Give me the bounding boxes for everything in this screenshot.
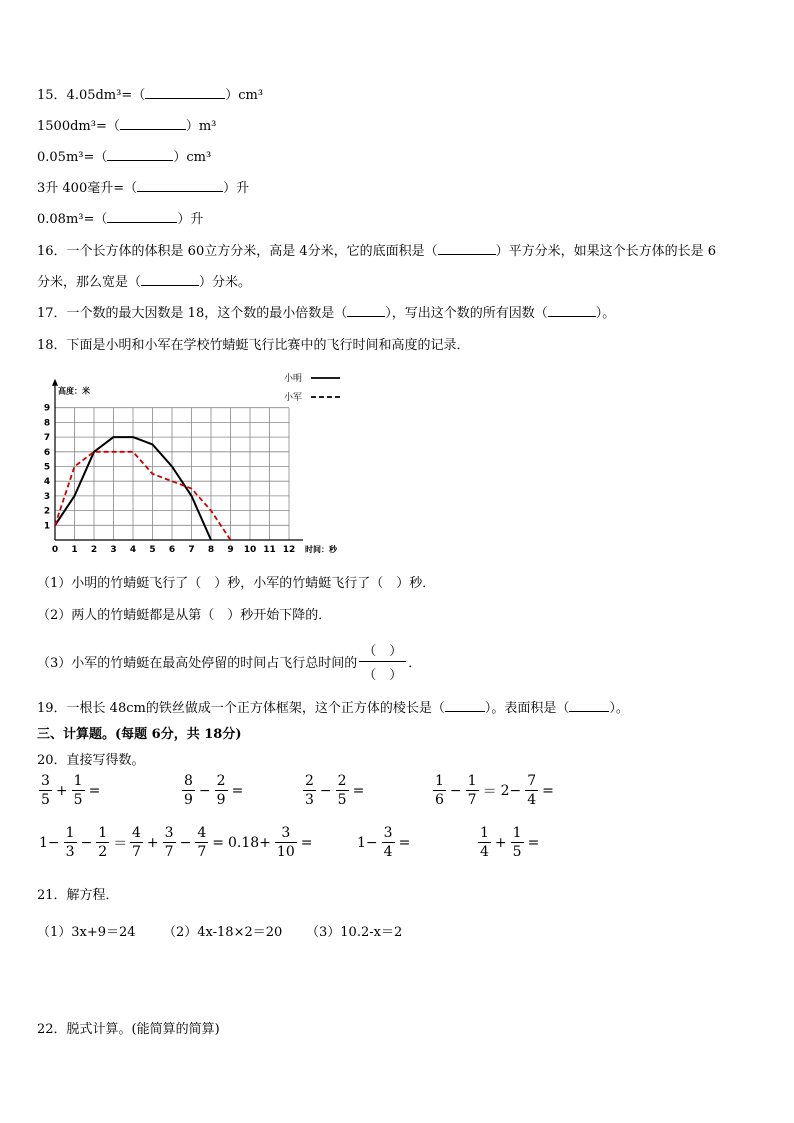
- fraction: [163, 826, 176, 859]
- legend-label: 小明: [284, 374, 303, 384]
- q15-line-4: [37, 177, 249, 196]
- numerator: 4: [132, 825, 141, 841]
- equals-sign: =: [527, 834, 540, 851]
- equals-sign: =: [212, 834, 224, 851]
- denominator: 6: [435, 792, 444, 808]
- numerator: 1: [73, 773, 83, 789]
- q15-line-4-prefix: 3升 400毫升=（: [37, 181, 138, 196]
- equals-sign: =: [88, 782, 101, 799]
- denominator: 3: [65, 844, 75, 860]
- numerator: 1: [435, 773, 444, 789]
- fraction: [478, 826, 491, 859]
- q18-sub3-end: ．: [408, 656, 422, 671]
- denominator: 5: [337, 792, 347, 808]
- equals-sign: =: [352, 782, 365, 799]
- numerator: 8: [184, 773, 193, 789]
- denominator: 7: [132, 844, 141, 860]
- denominator: 9: [216, 792, 226, 808]
- q20-expr-7: [128, 826, 226, 859]
- operator: −: [80, 834, 93, 851]
- equals-sign: ＝: [482, 783, 497, 800]
- q16-line-1: [37, 240, 716, 259]
- operator: +: [146, 834, 159, 851]
- numerator: 2: [305, 773, 314, 789]
- q17-text-c: ）。: [595, 306, 616, 321]
- q19-text-c: ）。: [609, 701, 629, 716]
- q17-line: [37, 302, 615, 321]
- x-tick-label: 5: [149, 545, 156, 554]
- q19-text-a: 19．一根长 48cm的铁丝做成一个正方体框架，这个正方体的棱长是（: [37, 701, 445, 716]
- q15-line-5-prefix: 0.08m³=（: [37, 212, 108, 227]
- numerator: 7: [527, 773, 537, 789]
- denominator: 10: [276, 844, 295, 860]
- denominator: 4: [383, 844, 393, 860]
- expr-prefix: 1−: [357, 834, 378, 851]
- y-tick-label: 4: [43, 477, 51, 488]
- x-axis-label: 时间：秒: [305, 545, 337, 554]
- denominator: 7: [197, 844, 207, 860]
- q15-line-1-suffix: ）cm³: [225, 88, 264, 103]
- q15-line-3-suffix: ）cm³: [173, 150, 212, 165]
- q16-text-c: 分米，那么宽是（: [37, 275, 142, 290]
- q15-line-5-suffix: ）升: [177, 212, 204, 227]
- x-tick-label: 3: [110, 545, 117, 554]
- equals-sign: ＝: [113, 835, 128, 852]
- y-tick-label: 3: [43, 491, 51, 502]
- numerator: 2: [337, 773, 347, 789]
- q20-expr-10: [476, 826, 541, 859]
- x-tick-label: 0: [51, 545, 59, 554]
- q18-sub3-text: （3）小军的竹蜻蜓在最高处停留的时间占飞行总时间的: [37, 656, 358, 671]
- q15-line-3-prefix: 0.05m³=（: [37, 150, 108, 165]
- equals-sign: =: [398, 834, 411, 851]
- operator: −: [449, 782, 462, 799]
- denominator: 7: [164, 844, 174, 860]
- denominator: 9: [184, 792, 193, 808]
- x-tick-label: 8: [207, 545, 215, 554]
- q18-sub1: （1）小明的竹蜻蜓飞行了（ ）秒，小军的竹蜻蜓飞行了（ ）秒．: [37, 576, 436, 591]
- operator: −: [319, 782, 332, 799]
- q20-title: 20．直接写得数。: [37, 753, 145, 768]
- numerator: 3: [41, 773, 50, 789]
- answer-blank[interactable]: [569, 700, 609, 712]
- y-tick-label: 6: [43, 447, 51, 458]
- q16-text-b: ）平方分米，如果这个长方体的长是 6: [495, 244, 717, 259]
- y-tick-label: 9: [43, 403, 51, 414]
- answer-blank[interactable]: [347, 305, 385, 317]
- numerator: 1: [98, 825, 108, 841]
- fraction-denominator-blank[interactable]: （ ）: [363, 668, 403, 683]
- answer-blank[interactable]: [445, 700, 485, 712]
- fraction: [303, 774, 316, 807]
- expr-prefix: 0.18+: [228, 834, 271, 851]
- legend-label: 小军: [284, 393, 303, 403]
- numerator: 1: [65, 825, 75, 841]
- denominator: 2: [98, 844, 108, 860]
- answer-blank[interactable]: [107, 149, 173, 161]
- denominator: 4: [527, 792, 537, 808]
- x-tick-label: 10: [243, 545, 257, 554]
- fraction: [511, 826, 524, 859]
- x-tick-label: 7: [188, 545, 195, 554]
- q18-sub2: （2）两人的竹蜻蜓都是从第（ ）秒开始下降的．: [37, 608, 332, 623]
- fraction: [275, 826, 297, 859]
- fraction: [433, 774, 446, 807]
- equals-sign: =: [231, 782, 244, 799]
- q16-text-a: 16．一个长方体的体积是 60立方分米，高是 4分米，它的底面积是（: [37, 244, 438, 259]
- q15-line-3: [37, 146, 211, 165]
- operator: −: [179, 834, 192, 851]
- equals-sign: =: [300, 834, 313, 851]
- fraction: [96, 826, 109, 859]
- q15-line-5: [37, 208, 203, 227]
- numerator: 3: [281, 825, 291, 841]
- operator: −: [198, 782, 211, 799]
- numerator: 1: [467, 773, 477, 789]
- y-tick-label: 1: [43, 521, 51, 532]
- denominator: 7: [467, 792, 477, 808]
- y-tick-label: 2: [43, 506, 51, 517]
- x-tick-label: 9: [227, 545, 234, 554]
- fraction-numerator-blank[interactable]: （ ）: [359, 640, 406, 662]
- expr-prefix: 2−: [500, 782, 522, 799]
- flight-chart: [30, 364, 350, 554]
- denominator: 3: [305, 792, 314, 808]
- fraction: [39, 774, 52, 807]
- x-tick-label: 1: [71, 545, 78, 554]
- q16-line-2: [37, 271, 251, 290]
- y-tick-label: 8: [43, 418, 51, 429]
- fraction: [215, 774, 228, 807]
- q15-line-1: [37, 84, 263, 103]
- y-tick-label: 5: [43, 462, 51, 473]
- denominator: 5: [41, 792, 50, 808]
- equals-sign: =: [542, 782, 554, 799]
- fraction: [130, 826, 143, 859]
- x-tick-label: 2: [90, 545, 98, 554]
- y-axis-arrow: [52, 379, 58, 386]
- answer-blank[interactable]: [137, 180, 223, 192]
- q20-expr-9: [355, 826, 412, 859]
- answer-blank[interactable]: [107, 211, 177, 223]
- y-axis-label: 高度：米: [58, 386, 90, 396]
- numerator: 3: [164, 825, 174, 841]
- numerator: 3: [383, 825, 393, 841]
- q21-title: 21．解方程．: [37, 888, 119, 903]
- q18-sub3: [37, 640, 421, 683]
- q20-expr-1: [37, 774, 102, 807]
- q21-equation-1: （1）3x+9＝24: [37, 925, 136, 940]
- fraction: [182, 774, 195, 807]
- q15-line-2-suffix: ）m³: [185, 119, 217, 134]
- fraction: [525, 774, 538, 807]
- expr-prefix: 1−: [39, 834, 60, 851]
- operator: +: [494, 834, 507, 851]
- q20-expr-2: [180, 774, 245, 807]
- q16-text-d: ）分米。: [199, 275, 252, 290]
- fraction: [195, 826, 208, 859]
- answer-blank[interactable]: [438, 243, 496, 255]
- q21-equation-3: （3）10.2-x＝2: [306, 925, 403, 940]
- x-tick-label: 4: [129, 545, 137, 554]
- y-tick-label: 7: [43, 433, 51, 444]
- q20-expr-6: [37, 826, 129, 859]
- q18-question: 18．下面是小明和小军在学校竹蜻蜓飞行比赛中的飞行时间和高度的记录．: [37, 338, 470, 353]
- fraction: [64, 826, 77, 859]
- fraction: [466, 774, 479, 807]
- operator: +: [55, 782, 68, 799]
- q21-equation-2: （2）4x-18×2＝20: [163, 925, 283, 940]
- answer-blank[interactable]: [145, 87, 225, 99]
- q19-text-b: ）。表面积是（: [484, 701, 570, 716]
- answer-blank[interactable]: [141, 274, 199, 286]
- answer-blank[interactable]: [548, 305, 596, 317]
- fraction: [72, 774, 85, 807]
- x-tick-label: 6: [168, 545, 176, 554]
- q20-expr-3: [301, 774, 366, 807]
- answer-blank[interactable]: [120, 118, 186, 130]
- q15-line-2: [37, 115, 216, 134]
- q20-expr-8: [226, 826, 314, 859]
- fraction: [336, 774, 349, 807]
- denominator: 5: [73, 792, 83, 808]
- fraction-answer-blank[interactable]: [359, 640, 406, 683]
- denominator: 4: [480, 844, 489, 860]
- q22-title: 22．脱式计算。(能简算的简算): [37, 1022, 220, 1037]
- q17-text-b: ），写出这个数的所有因数（: [385, 306, 548, 321]
- q15-line-1-prefix: 15．4.05dm³=（: [37, 88, 146, 103]
- q20-expr-4: [431, 774, 556, 807]
- numerator: 4: [197, 825, 207, 841]
- numerator: 2: [216, 773, 226, 789]
- numerator: 1: [480, 825, 489, 841]
- numerator: 1: [512, 825, 522, 841]
- denominator: 5: [512, 844, 522, 860]
- fraction: [382, 826, 395, 859]
- section-3-heading: 三、计算题。(每题 6分，共 18分): [37, 727, 242, 742]
- q15-line-2-prefix: 1500dm³=（: [37, 119, 120, 134]
- q15-line-4-suffix: ）升: [223, 181, 250, 196]
- q19-line: [37, 697, 629, 716]
- q17-text-a: 17．一个数的最大因数是 18，这个数的最小倍数是（: [37, 306, 348, 321]
- x-tick-label: 12: [282, 545, 296, 554]
- x-tick-label: 11: [263, 545, 276, 554]
